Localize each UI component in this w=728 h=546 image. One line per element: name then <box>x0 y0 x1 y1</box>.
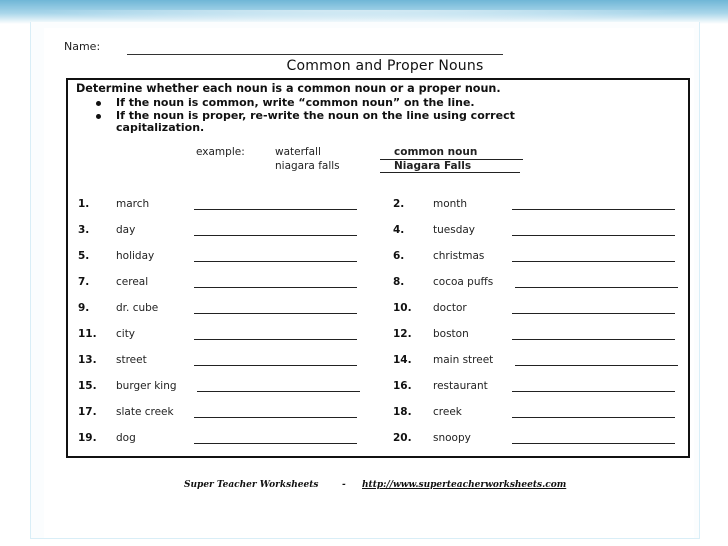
answer-line[interactable] <box>512 417 675 418</box>
bullet-text: If the noun is proper, re-write the noun on the line using correct <box>116 109 515 122</box>
worksheet-box <box>66 78 690 458</box>
item-word: boston <box>433 328 469 340</box>
answer-line[interactable] <box>194 313 357 314</box>
item-word: tuesday <box>433 224 476 236</box>
item-word: doctor <box>433 302 467 314</box>
item-number: 1. <box>78 198 90 210</box>
item-number: 16. <box>393 380 412 392</box>
item-number: 6. <box>393 250 405 262</box>
item-word: slate creek <box>116 406 174 418</box>
item-number: 10. <box>393 302 412 314</box>
example-word: niagara falls <box>275 160 340 172</box>
answer-line[interactable] <box>194 209 357 210</box>
bullet-text: If the noun is common, write “common noun” on the line. <box>116 96 475 109</box>
answer-line[interactable] <box>512 261 675 262</box>
answer-line[interactable] <box>512 313 675 314</box>
name-answer-line <box>127 54 503 55</box>
item-word: city <box>116 328 136 340</box>
item-word: burger king <box>116 380 177 392</box>
item-number: 11. <box>78 328 97 340</box>
bullet-text-continued: capitalization. <box>116 121 205 134</box>
answer-line[interactable] <box>194 261 357 262</box>
item-number: 17. <box>78 406 97 418</box>
item-word: dr. cube <box>116 302 159 314</box>
bullet-dot-icon <box>96 101 101 106</box>
answer-line[interactable] <box>194 443 357 444</box>
answer-line[interactable] <box>515 365 678 366</box>
item-number: 15. <box>78 380 97 392</box>
item-word: restaurant <box>433 380 488 392</box>
worksheet-title-text: Common and Proper Nouns <box>286 58 484 74</box>
item-number: 20. <box>393 432 412 444</box>
answer-line[interactable] <box>194 287 357 288</box>
item-word: cocoa puffs <box>433 276 494 288</box>
item-word: cereal <box>116 276 149 288</box>
item-number: 13. <box>78 354 97 366</box>
item-word: creek <box>433 406 462 418</box>
item-number: 2. <box>393 198 405 210</box>
example-label: example: <box>196 146 245 158</box>
answer-line[interactable] <box>194 235 357 236</box>
item-number: 5. <box>78 250 90 262</box>
item-number: 9. <box>78 302 90 314</box>
example-answer: Niagara Falls <box>394 160 472 172</box>
item-word: month <box>433 198 468 210</box>
item-number: 18. <box>393 406 412 418</box>
answer-line[interactable] <box>194 365 357 366</box>
answer-line[interactable] <box>197 391 360 392</box>
footer-url-link[interactable]: http://www.superteacherworksheets.com <box>362 480 567 490</box>
slide-header-band <box>0 0 728 24</box>
answer-line[interactable] <box>515 287 678 288</box>
item-number: 3. <box>78 224 90 236</box>
answer-line[interactable] <box>512 209 675 210</box>
item-word: christmas <box>433 250 485 262</box>
footer-separator: - <box>342 480 346 490</box>
item-word: holiday <box>116 250 155 262</box>
item-word: day <box>116 224 136 236</box>
footer-brand: Super Teacher Worksheets <box>184 480 319 490</box>
item-word: snoopy <box>433 432 471 444</box>
answer-line[interactable] <box>194 417 357 418</box>
item-word: march <box>116 198 150 210</box>
item-number: 19. <box>78 432 97 444</box>
name-label: Name: <box>64 40 101 53</box>
answer-line[interactable] <box>194 339 357 340</box>
bullet-dot-icon <box>96 114 101 119</box>
item-number: 8. <box>393 276 405 288</box>
instruction-text: Determine whether each noun is a common noun or a proper noun. <box>76 82 501 95</box>
answer-line[interactable] <box>512 235 675 236</box>
answer-line[interactable] <box>512 391 675 392</box>
item-word: main street <box>433 354 494 366</box>
item-number: 14. <box>393 354 412 366</box>
worksheet-title <box>0 58 728 74</box>
item-number: 12. <box>393 328 412 340</box>
answer-line[interactable] <box>512 339 675 340</box>
example-answer: common noun <box>394 146 478 158</box>
answer-line[interactable] <box>512 443 675 444</box>
example-answer-line <box>380 172 520 173</box>
example-word: waterfall <box>275 146 321 158</box>
item-word: street <box>116 354 147 366</box>
item-word: dog <box>116 432 136 444</box>
item-number: 4. <box>393 224 405 236</box>
item-number: 7. <box>78 276 90 288</box>
